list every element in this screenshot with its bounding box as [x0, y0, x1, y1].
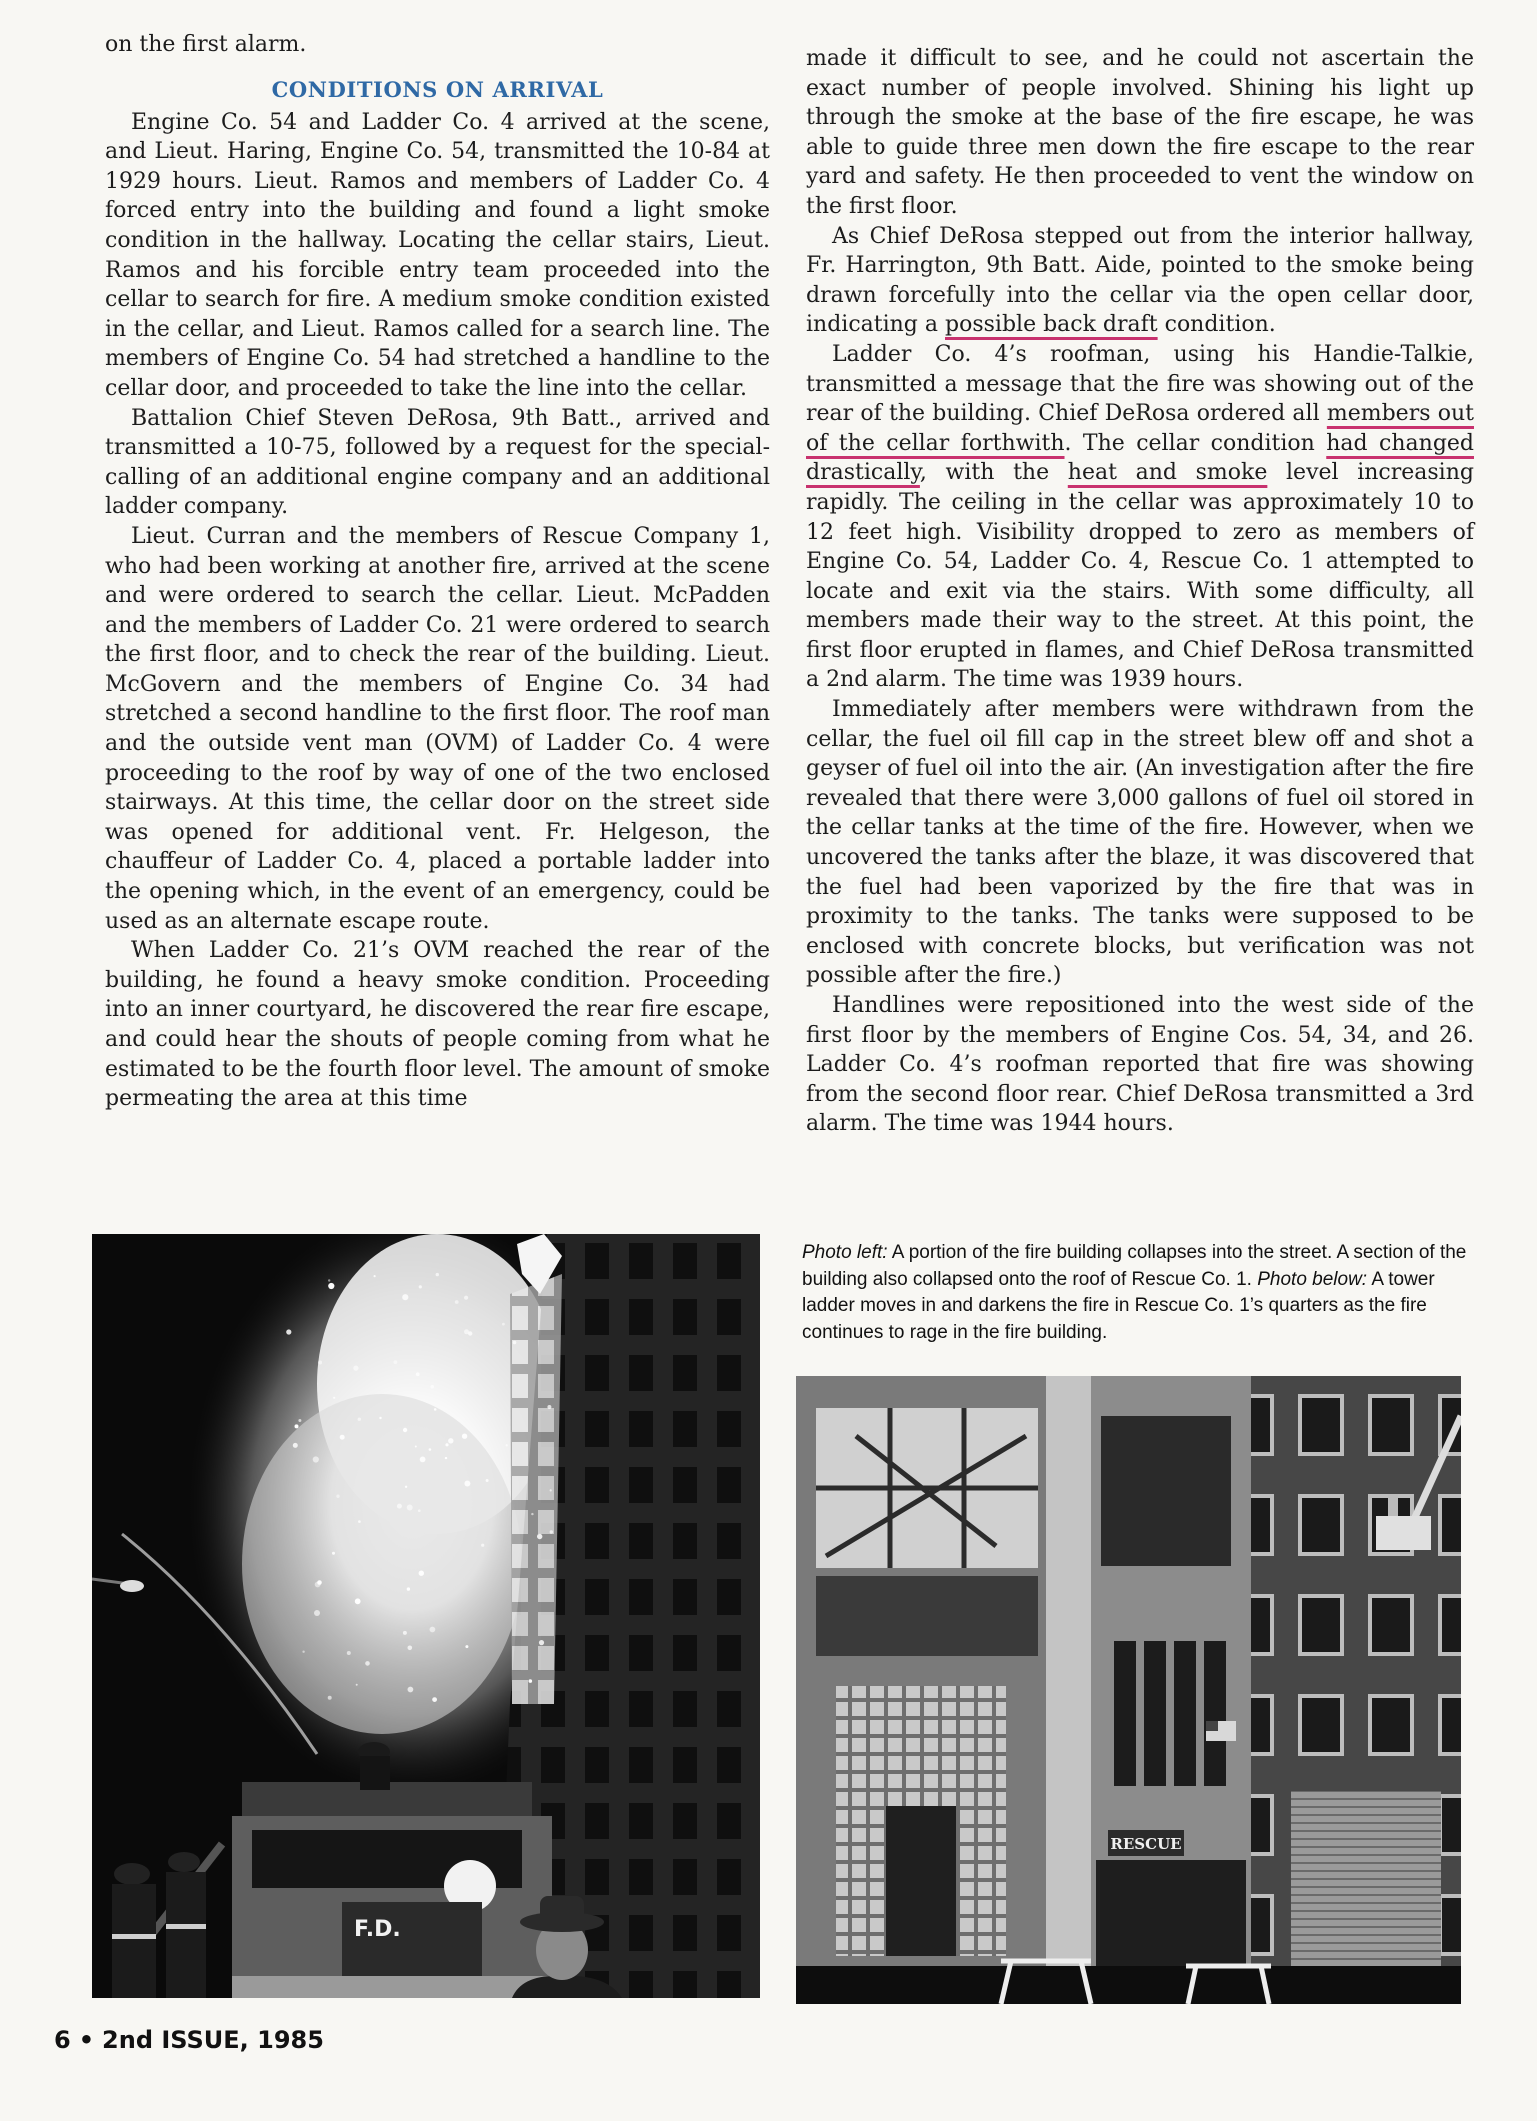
photo-rescue-firehouse [796, 1376, 1461, 2004]
spark [407, 1505, 413, 1511]
spark [431, 1385, 435, 1389]
street [796, 1966, 1461, 2004]
issue-label: 2nd ISSUE, 1985 [102, 2026, 324, 2054]
spark [420, 1457, 426, 1463]
firefighter-helmet [114, 1863, 150, 1885]
spark [432, 1697, 437, 1702]
text-segment: made it difficult to see, and he could not ascertain the exact number of people involved. Shining his light up through the smoke at the base of the fire escape, he was able to guide three men down the fire escape to the rear yard and safety. He then proceeded to vent the window on the first floor. [806, 46, 1474, 219]
spark [314, 1610, 320, 1616]
spark [408, 1687, 414, 1693]
text-segment: As Chief DeRosa stepped out from the interior hallway, Fr. Harrington, 9th Batt. Aide, pointed to the smoke being drawn forcefully into the cellar via the open cellar door, indicating a [806, 223, 1474, 338]
spark [547, 1405, 551, 1409]
firefighter-helmet [168, 1852, 200, 1872]
paragraph: Battalion Chief Steven DeRosa, 9th Batt., arrived and transmitted a 10-75, followed by a request for the special-calling of an additional engine company and an additional ladder company. [105, 405, 770, 520]
hat-brim [520, 1912, 604, 1932]
spark [336, 1495, 339, 1498]
spark [481, 1544, 484, 1547]
lead-in-text: on the first alarm. [105, 32, 307, 57]
spark [429, 1448, 432, 1451]
paragraph [806, 991, 1474, 1139]
spark [464, 1296, 468, 1300]
spark [293, 1443, 298, 1448]
spark [531, 1513, 533, 1515]
text-segment: Immediately after members were withdrawn from the cellar, the fuel oil fill cap in the street blew off and shot a geyser of fuel oil into the air. (An investigation after the fire revealed that there were 3,000 gallons of fuel oil stored in the cellar tanks at the time of the fire. However, when we uncovered the tanks after the blaze, it was discovered that the fuel had been vaporized by the fire that was in proximity to the tanks. The tanks were supposed to be enclosed with concrete blocks, but verification was not possible after the fire.) [806, 697, 1474, 989]
caption-label-photo-below: Photo below: [1257, 1268, 1368, 1290]
truck-lettering: F.D. [354, 1917, 401, 1942]
right-text-column [806, 44, 1474, 1139]
spark [374, 1275, 376, 1277]
underlined-annotation: had changed drastically [806, 430, 1474, 486]
reflective-stripe [112, 1934, 156, 1939]
stone-pilaster [1046, 1376, 1091, 1966]
flag-canton [1206, 1721, 1218, 1731]
underlined-annotation: heat and smoke [1067, 460, 1268, 486]
spark [403, 1631, 407, 1635]
photo-right-image [796, 1376, 1461, 2004]
spark [340, 1435, 345, 1440]
lamp-head [120, 1580, 144, 1592]
tower-ladder-bucket [1376, 1516, 1431, 1550]
rolling-gate [1291, 1791, 1441, 1966]
spark [313, 1456, 319, 1462]
underlined-annotation: members out of the cellar forthwith [806, 401, 1474, 456]
spark [462, 1434, 467, 1439]
spark [434, 1408, 437, 1411]
left-text-column [105, 30, 770, 1114]
spark [486, 1479, 489, 1482]
paragraph: Lieut. Curran and the members of Rescue Company 1, who had been working at another fire, arrived at the scene and were ordered to search the cellar. Lieut. McPadden and the members of Ladder Co. 21 were ordered to search the first floor, and to check the rear of the building. Lieut. McGovern and the members of Engine Co. 34 had stretched a second handline to the first floor. The roof man and the outside vent man (OVM) of Ladder Co. 4 were proceeding to the roof by way of one of the two enclosed stairways. At this time, the cellar door on the street side was opened for additional vent. Fr. Helgeson, the chauffeur of Ladder Co. 4, placed a portable ladder into the opening which, in the event of an emergency, could be used as an alternate escape route. [105, 523, 770, 934]
text-segment: , with the [919, 460, 1068, 486]
spark [415, 1446, 417, 1448]
spark [355, 1598, 361, 1604]
section-heading: CONDITIONS ON ARRIVAL [271, 76, 604, 102]
spark [394, 1360, 398, 1364]
spark [550, 1530, 553, 1533]
caption-text-photo-below: A tower ladder moves in and darkens the fire in Rescue Co. 1’s quarters as the fire continues to rage in the fire building. [802, 1268, 1435, 1343]
spark [418, 1509, 421, 1512]
spark [328, 1279, 330, 1281]
spark [358, 1418, 361, 1421]
spark [419, 1571, 424, 1576]
spark [332, 1552, 335, 1555]
spark [405, 1486, 407, 1488]
fire-truck [232, 1782, 562, 1998]
photo-caption [802, 1240, 1468, 1346]
truck-bumper [232, 1976, 562, 1998]
text-segment: condition. [1157, 312, 1276, 338]
truck-grille [342, 1902, 482, 1982]
spark [353, 1366, 358, 1371]
spark [408, 1646, 413, 1651]
spark [295, 1424, 299, 1428]
spark [539, 1640, 544, 1645]
spark [465, 1645, 468, 1648]
spark [397, 1504, 402, 1509]
tall-window [1114, 1641, 1136, 1786]
spark [436, 1273, 439, 1276]
text-segment: level increasing rapidly. The ceiling in the cellar was approximately 10 to 12 feet high. Visibility dropped to zero as members of Engine Co. 54, Ladder Co. 4, Rescue Co. 1 attempted to locate and exit via the stairs. With some difficulty, all members made their way to the street. At this point, the first floor erupted in flames, and Chief DeRosa transmitted a 2nd alarm. The time was 1939 hours. [806, 460, 1474, 693]
flag [1206, 1721, 1236, 1741]
firefighter-on-truck [358, 1742, 390, 1790]
upper-center-window [1101, 1416, 1231, 1566]
underlined-annotation: possible back draft [945, 312, 1158, 338]
spark [506, 1444, 508, 1446]
footer-bullet: • [78, 2026, 95, 2054]
spark [298, 1419, 301, 1422]
spark [550, 1489, 552, 1491]
rescue-sign-text: RESCUE [1110, 1835, 1182, 1853]
spark [464, 1481, 470, 1487]
spark [445, 1457, 447, 1459]
spark [328, 1283, 334, 1289]
paragraph: Engine Co. 54 and Ladder Co. 4 arrived at the scene, and Lieut. Haring, Engine Co. 54, transmitted the 10-84 at 1929 hours. Lieut. Ramos and members of Ladder Co. 4 forced entry into the building and found a light smoke condition in the hallway. Locating the cellar stairs, Lieut. Ramos and his forcible entry team proceeded into the cellar to search for fire. A medium smoke condition existed in the cellar, and Lieut. Ramos called for a search line. The members of Engine Co. 54 had stretched a handline to the cellar door, and proceeded to take the line into the cellar. [105, 109, 770, 401]
text-segment: . The cellar condition [1064, 430, 1327, 456]
firehouse-door [1096, 1860, 1246, 1966]
entrance-opening [886, 1806, 956, 1956]
spark [356, 1684, 358, 1686]
firefighter-coat [166, 1872, 206, 1998]
spark [464, 1329, 469, 1334]
spark [430, 1627, 436, 1633]
paragraph [806, 340, 1474, 695]
spark [317, 1580, 322, 1585]
spark [365, 1661, 370, 1666]
spark [416, 1372, 420, 1376]
reflective-stripe [166, 1924, 206, 1929]
spark [419, 1285, 422, 1288]
spark [502, 1323, 505, 1326]
spark [537, 1534, 542, 1539]
photo-fire-truck-night [92, 1234, 760, 1998]
page-number: 6 [54, 2026, 71, 2054]
tall-window [1204, 1641, 1226, 1786]
smoke-plume [242, 1394, 522, 1734]
text-segment: Handlines were repositioned into the west side of the first floor by the members of Engine Cos. 54, 34, and 26. Ladder Co. 4’s roofman reported that fire was showing from the second floor rear. Chief DeRosa transmitted a 3rd alarm. The time was 1944 hours. [806, 993, 1474, 1137]
spark [358, 1520, 361, 1523]
spark [407, 1587, 410, 1590]
second-floor-windows [816, 1576, 1038, 1656]
spark [448, 1438, 453, 1443]
firefighter-coat [112, 1884, 156, 1998]
spark [402, 1294, 408, 1300]
spark [333, 1397, 335, 1399]
spark [379, 1417, 381, 1419]
spark [347, 1651, 351, 1655]
page-footer [54, 2026, 332, 2054]
paragraph [806, 695, 1474, 991]
spark [318, 1361, 322, 1365]
paragraph: When Ladder Co. 21’s OVM reached the rear of the building, he found a heavy smoke condition. Proceeding into an inner courtyard, he discovered the rear fire escape, and could hear the shouts of people coming from what he estimated to be the fourth floor level. The amount of smoke permeating the area at this time [105, 938, 770, 1112]
firefighter-coat [360, 1756, 390, 1790]
spark [286, 1329, 291, 1334]
caption-text-photo-left: A portion of the fire building collapses into the street. A section of the building also collapsed onto the roof of Rescue Co. 1. [802, 1242, 1467, 1290]
paragraph [806, 44, 1474, 222]
spark [513, 1341, 517, 1345]
spark [302, 1651, 304, 1653]
spark [403, 1428, 407, 1432]
spark [328, 1696, 332, 1700]
paragraph [806, 222, 1474, 340]
spark [455, 1300, 459, 1304]
tall-window [1174, 1641, 1196, 1786]
caption-label-photo-left: Photo left: [802, 1242, 888, 1263]
photo-left-image [92, 1234, 760, 1998]
text-segment: Ladder Co. 4’s roofman, using his Handie-Talkie, transmitted a message that the fire was showing out of the rear of the building. Chief DeRosa ordered all [806, 341, 1474, 427]
spark [445, 1443, 448, 1446]
spark [529, 1679, 533, 1683]
burning-windows [510, 1274, 562, 1704]
tower-ladder-firefighter [1388, 1494, 1398, 1516]
tall-window [1144, 1641, 1166, 1786]
